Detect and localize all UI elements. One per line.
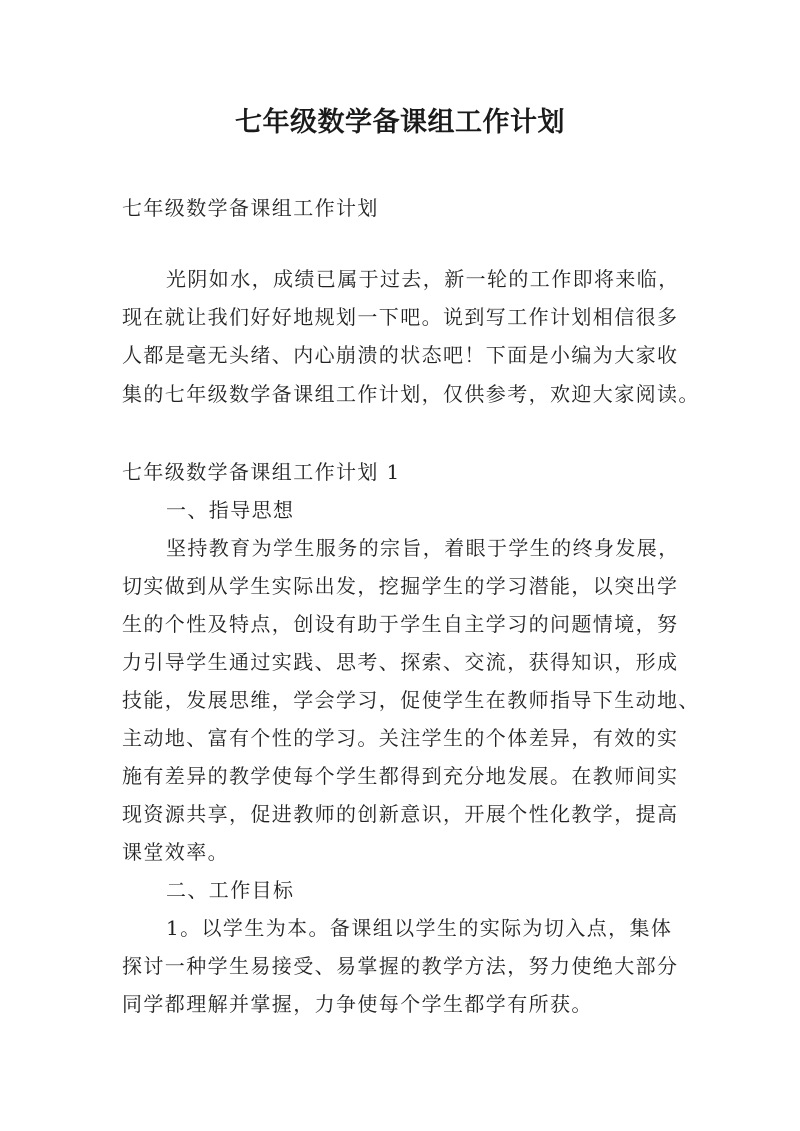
section1-line: 切实做到从学生实际出发，挖掘学生的学习潜能，以突出学 [122, 574, 679, 598]
document-subtitle: 七年级数学备课组工作计划 [122, 196, 379, 220]
section2-line: 同学都理解并掌握，力争使每个学生都学有所获。 [122, 992, 593, 1016]
document-title: 七年级数学备课组工作计划 [235, 107, 565, 138]
section1-heading: 一、指导思想 [166, 498, 295, 522]
intro-line: 光阴如水，成绩已属于过去，新一轮的工作即将来临， [166, 267, 680, 291]
section2-line: 1。以学生为本。备课组以学生的实际为切入点，集体 [166, 916, 673, 940]
section1-line: 现资源共享，促进教师的创新意识，开展个性化教学，提高 [122, 802, 679, 826]
section1-line: 主动地、富有个性的学习。关注学生的个体差异，有效的实 [122, 726, 679, 750]
intro-line: 人都是毫无头绪、内心崩溃的状态吧！下面是小编为大家收 [122, 343, 679, 367]
intro-line: 现在就让我们好好地规划一下吧。说到写工作计划相信很多 [122, 305, 679, 329]
section1-line: 施有差异的教学使每个学生都得到充分地发展。在教师间实 [122, 764, 679, 788]
section2-line: 探讨一种学生易接受、易掌握的教学方法，努力使绝大部分 [122, 954, 679, 978]
section1-line: 力引导学生通过实践、思考、探索、交流，获得知识，形成 [122, 650, 679, 674]
section2-heading: 二、工作目标 [166, 878, 295, 902]
section1-line: 坚持教育为学生服务的宗旨，着眼于学生的终身发展， [166, 536, 680, 560]
section1-line: 课堂效率。 [122, 840, 229, 864]
section1-line: 技能，发展思维，学会学习，促使学生在教师指导下生动地、 [122, 688, 700, 712]
plan1-heading: 七年级数学备课组工作计划 1 [122, 460, 401, 484]
intro-line: 集的七年级数学备课组工作计划，仅供参考，欢迎大家阅读。 [122, 382, 700, 406]
section1-line: 生的个性及特点，创设有助于学生自主学习的问题情境，努 [122, 612, 679, 636]
